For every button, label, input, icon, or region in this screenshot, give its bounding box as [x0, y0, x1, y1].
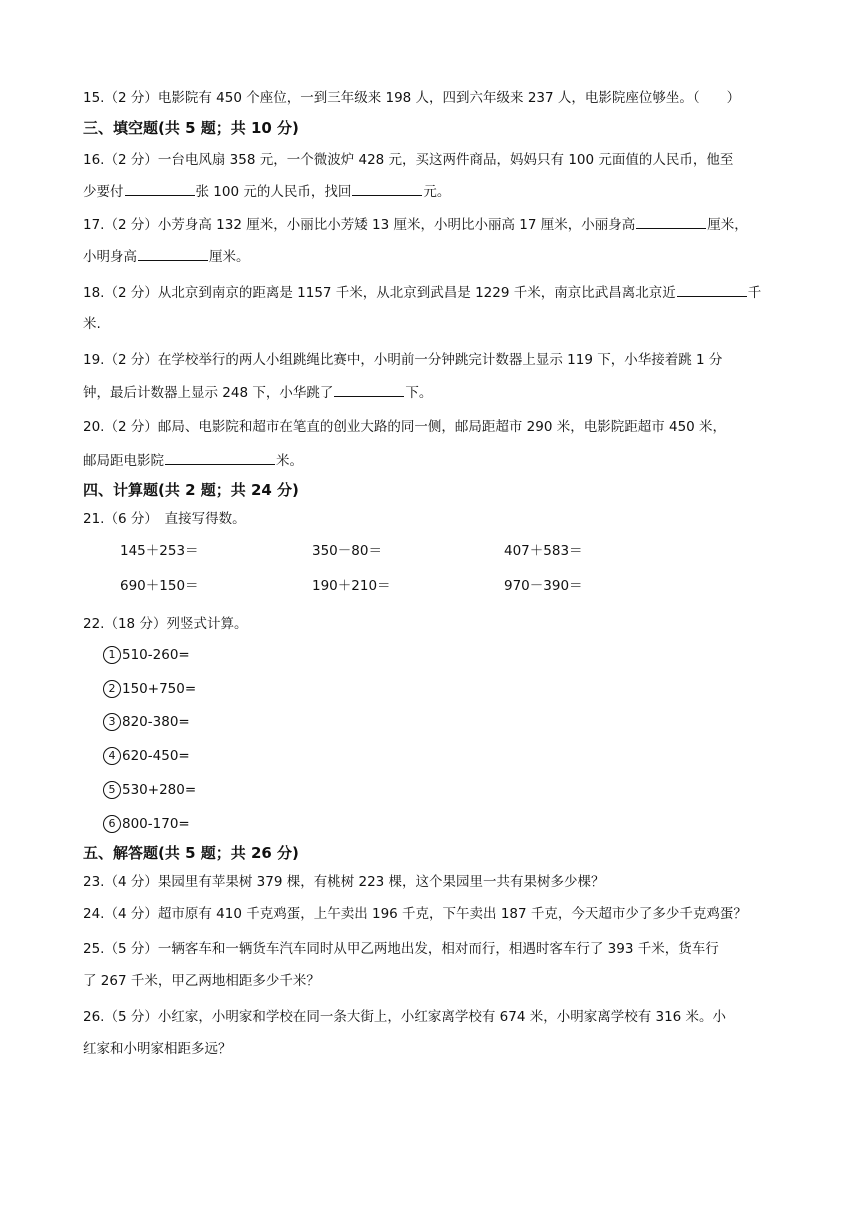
- answer-blank[interactable]: [352, 181, 422, 196]
- question-17-line2: 小明身高 厘米。: [83, 246, 250, 267]
- question-18-line2: 米.: [83, 316, 101, 332]
- calc-item: 690＋150＝: [120, 578, 199, 594]
- answer-blank[interactable]: [636, 214, 706, 229]
- vertical-calc-item: 6 800-170=: [103, 814, 190, 834]
- circled-number: 1: [103, 646, 121, 664]
- circled-number: 5: [103, 781, 121, 799]
- calc-item: 407＋583＝: [504, 543, 583, 559]
- calc-item: 190＋210＝: [312, 578, 391, 594]
- question-16-line1: 16.（2 分）一台电风扇 358 元，一个微波炉 428 元，买这两件商品，妈妈只有 100 元面值的人民币，他至: [83, 152, 734, 168]
- vertical-calc-item: 4 620-450=: [103, 746, 190, 766]
- calc-item: 145＋253＝: [120, 543, 199, 559]
- circled-number: 2: [103, 680, 121, 698]
- vertical-calc-item: 3 820-380=: [103, 712, 190, 732]
- question-19-line2: 钟，最后计数器上显示 248 下，小华跳了 下。: [83, 382, 432, 403]
- calc-item: 350－80＝: [312, 543, 382, 559]
- question-18-line1: 18.（2 分）从北京到南京的距离是 1157 千米，从北京到武昌是 1229 千米，南京比武昌离北京近 千: [83, 282, 761, 303]
- answer-blank[interactable]: [677, 282, 747, 297]
- vertical-calc-item: 2 150+750=: [103, 679, 196, 699]
- calc-item: 970－390＝: [504, 578, 583, 594]
- question-23: 23.（4 分）果园里有苹果树 379 棵，有桃树 223 棵，这个果园里一共有果树多少棵？: [83, 874, 605, 890]
- question-16-line2: 少要付 张 100 元的人民币，找回 元。: [83, 181, 450, 202]
- question-24: 24.（4 分）超市原有 410 千克鸡蛋，上午卖出 196 千克，下午卖出 187 千克，今天超市少了多少千克鸡蛋？: [83, 906, 747, 922]
- section-3-title: 三、填空题(共 5 题；共 10 分): [83, 119, 299, 137]
- answer-blank[interactable]: [138, 246, 208, 261]
- section-4-title: 四、计算题(共 2 题；共 24 分): [83, 481, 299, 499]
- answer-blank[interactable]: [125, 181, 195, 196]
- question-17-line1: 17.（2 分）小芳身高 132 厘米，小丽比小芳矮 13 厘米，小明比小丽高 17 厘米，小丽身高 厘米，: [83, 214, 748, 235]
- circled-number: 3: [103, 713, 121, 731]
- question-20-line1: 20.（2 分）邮局、电影院和超市在笔直的创业大路的同一侧，邮局距超市 290 米，电影院距超市 450 米，: [83, 419, 727, 435]
- section-5-title: 五、解答题(共 5 题；共 26 分): [83, 844, 299, 862]
- question-26-line2: 红家和小明家相距多远？: [83, 1041, 232, 1057]
- question-20-line2: 邮局距电影院 米。: [83, 450, 303, 471]
- question-25-line2: 了 267 千米，甲乙两地相距多少千米？: [83, 973, 320, 989]
- answer-blank[interactable]: [334, 382, 404, 397]
- question-19-line1: 19.（2 分）在学校举行的两人小组跳绳比赛中，小明前一分钟跳完计数器上显示 119 下，小华接着跳 1 分: [83, 352, 723, 368]
- question-15: 15.（2 分）电影院有 450 个座位，一到三年级来 198 人，四到六年级来 237 人，电影院座位够坐。（ ）: [83, 90, 741, 106]
- question-21: 21.（6 分） 直接写得数。: [83, 511, 246, 527]
- question-25-line1: 25.（5 分）一辆客车和一辆货车汽车同时从甲乙两地出发，相对而行，相遇时客车行了 393 千米，货车行: [83, 941, 719, 957]
- circled-number: 4: [103, 747, 121, 765]
- answer-blank[interactable]: [165, 450, 275, 465]
- question-26-line1: 26.（5 分）小红家，小明家和学校在同一条大街上，小红家离学校有 674 米，小明家离学校有 316 米。小: [83, 1009, 727, 1025]
- question-22: 22.（18 分）列竖式计算。: [83, 616, 248, 632]
- vertical-calc-item: 1 510-260=: [103, 645, 190, 665]
- circled-number: 6: [103, 815, 121, 833]
- vertical-calc-item: 5 530+280=: [103, 780, 196, 800]
